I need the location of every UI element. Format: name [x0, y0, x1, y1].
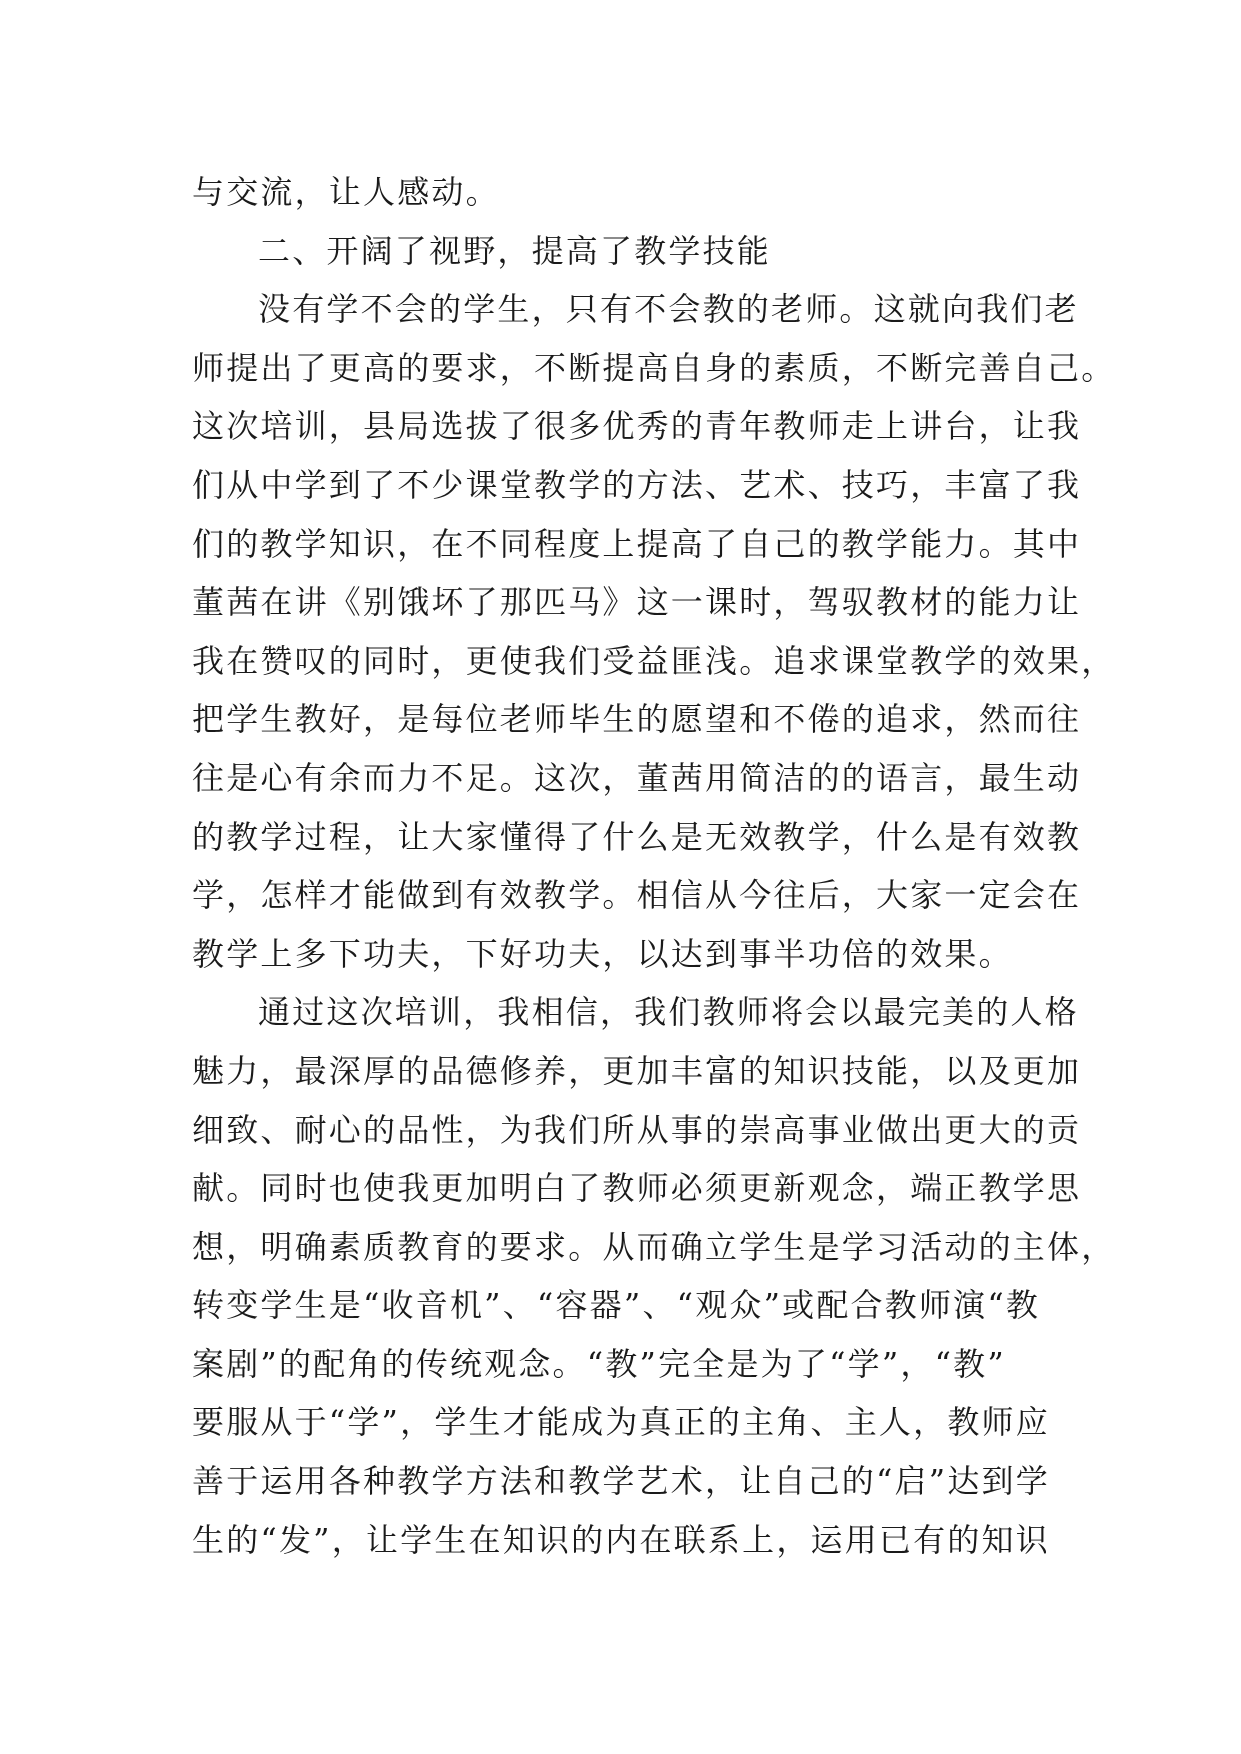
body-text: [192, 163, 1116, 1569]
text-line: 师提出了更高的要求，不断提高自身的素质，不断完善自己。: [192, 348, 1116, 387]
text-line: 没有学不会的学生，只有不会教的老师。这就向我们老: [258, 290, 1079, 329]
text-line: 善于运用各种教学方法和教学艺术，让自己的“启”达到学: [192, 1462, 1050, 1501]
text-line: 要服从于“学”，学生才能成为真正的主角、主人，教师应: [192, 1403, 1050, 1442]
text-line: 转变学生是“收音机”、“容器”、“观众”或配合教师演“教: [192, 1286, 1041, 1325]
text-line: 我在赞叹的同时，更使我们受益匪浅。追求课堂教学的效果，: [192, 641, 1116, 680]
text-line: 这次培训，县局选拔了很多优秀的青年教师走上讲台，让我: [192, 407, 1082, 446]
text-line: 学，怎样才能做到有效教学。相信从今往后，大家一定会在: [192, 876, 1082, 915]
text-line: 生的“发”，让学生在知识的内在联系上，运用已有的知识: [192, 1520, 1050, 1559]
text-line: 教学上多下功夫，下好功夫，以达到事半功倍的效果。: [192, 934, 1013, 973]
text-line: 通过这次培训，我相信，我们教师将会以最完美的人格: [258, 993, 1079, 1032]
text-line: 们的教学知识，在不同程度上提高了自己的教学能力。其中: [192, 524, 1082, 563]
text-line: 魅力，最深厚的品德修养，更加丰富的知识技能，以及更加: [192, 1051, 1082, 1090]
text-line: 案剧”的配角的传统观念。“教”完全是为了“学”，“教”: [192, 1344, 1006, 1383]
text-line: 献。同时也使我更加明白了教师必须更新观念，端正教学思: [192, 1169, 1082, 1208]
text-line: 把学生教好，是每位老师毕生的愿望和不倦的追求，然而往: [192, 700, 1082, 739]
section-heading: 二、开阔了视野，提高了教学技能: [258, 231, 772, 270]
text-line: 想，明确素质教育的要求。从而确立学生是学习活动的主体，: [192, 1227, 1116, 1266]
text-line: 往是心有余而力不足。这次，董茜用简洁的的语言，最生动: [192, 758, 1082, 797]
text-line: 董茜在讲《别饿坏了那匹马》这一课时，驾驭教材的能力让: [192, 583, 1082, 622]
text-line: 细致、耐心的品性，为我们所从事的崇高事业做出更大的贡: [192, 1110, 1082, 1149]
text-line: 们从中学到了不少课堂教学的方法、艺术、技巧，丰富了我: [192, 465, 1082, 504]
text-line: 的教学过程，让大家懂得了什么是无效教学，什么是有效教: [192, 817, 1082, 856]
text-line: 与交流，让人感动。: [192, 173, 500, 211]
